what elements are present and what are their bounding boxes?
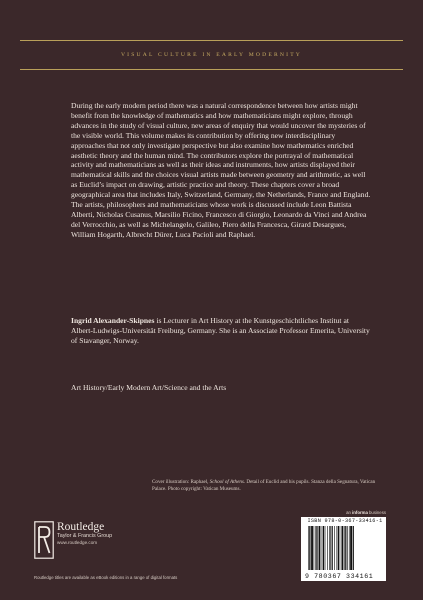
publisher-name: Routledge (57, 521, 105, 533)
routledge-r-logo-icon (34, 521, 54, 559)
barcode-bars (306, 526, 381, 572)
isbn-barcode (301, 517, 386, 581)
credit-suffix: . Detail of Euclid and his pupils. Stanza della Segnatura, Vatican Palace. Photo copyright: Vatican Museums. (152, 479, 376, 493)
publisher-url: www.routledge.com (57, 540, 98, 545)
credit-artwork-title: School of Athens (209, 479, 244, 485)
book-description: During the early modern period there was a natural correspondence between how artists might benefit from the knowledge of mathematics and how mathematicians might explore, through advances in the study of visual culture, new areas of enquiry that would uncover the mysteries of the visible world. This volume makes its contribution by offering new interdisciplinary approaches that not only investigate perspective but also examine how mathematics enriched aesthetic theory and the human mind. The contributors explore the portrayal of mathematical activity and mathematicians as well as their ideas and instruments, how artists displayed their mathematical skills and the choices visual artists made between geometry and arithmetic, as well as Euclid’s impact on drawing, artistic practice and theory. These chapters cover a broad geographical area that includes Italy, Switzerland, Germany, the Netherlands, France and England. The artists, philosophers and mathematicians whose work is discussed include Leon Battista Alberti, Nicholas Cusanus, Marsilio Ficino, Francesco di Giorgio, Leonardo da Vinci and Andrea del Verrocchio, as well as Michelangelo, Galileo, Piero della Francesca, Girard Desargues, William Hogarth, Albrecht Dürer, Luca Pacioli and Raphael. (71, 101, 371, 239)
publisher-group: Taylor & Francis Group (57, 533, 113, 539)
credit-prefix: Cover illustration: Raphael, (152, 479, 210, 485)
cover-illustration-credit (152, 479, 382, 494)
informa-prefix: an (346, 510, 353, 515)
author-bio (71, 316, 371, 346)
informa-suffix: business (367, 510, 386, 515)
subject-categories: Art History/Early Modern Art/Science and the Arts (71, 383, 227, 392)
ebook-availability-note: Routledge titles are available as eBook editions in a range of digital formats (34, 575, 178, 580)
isbn-text: ISBN 978-0-367-33416-1 (307, 518, 383, 524)
author-name: Ingrid Alexander-Skipnes (71, 316, 155, 325)
publisher-block (57, 521, 112, 546)
series-band (20, 40, 403, 70)
barcode-number: 9 780367 334161 (305, 573, 374, 580)
informa-brand: informa (352, 510, 368, 515)
author-bio-text: is Lecturer in Art History at the Kunstgeschichtliches Institut at Albert-Ludwigs-Universität Freiburg, Germany. She is an Associate Professor Emerita, University of Stavanger, Norway. (71, 316, 370, 345)
series-title: VISUAL CULTURE IN EARLY MODERNITY (120, 52, 303, 58)
informa-business-label (301, 510, 386, 515)
